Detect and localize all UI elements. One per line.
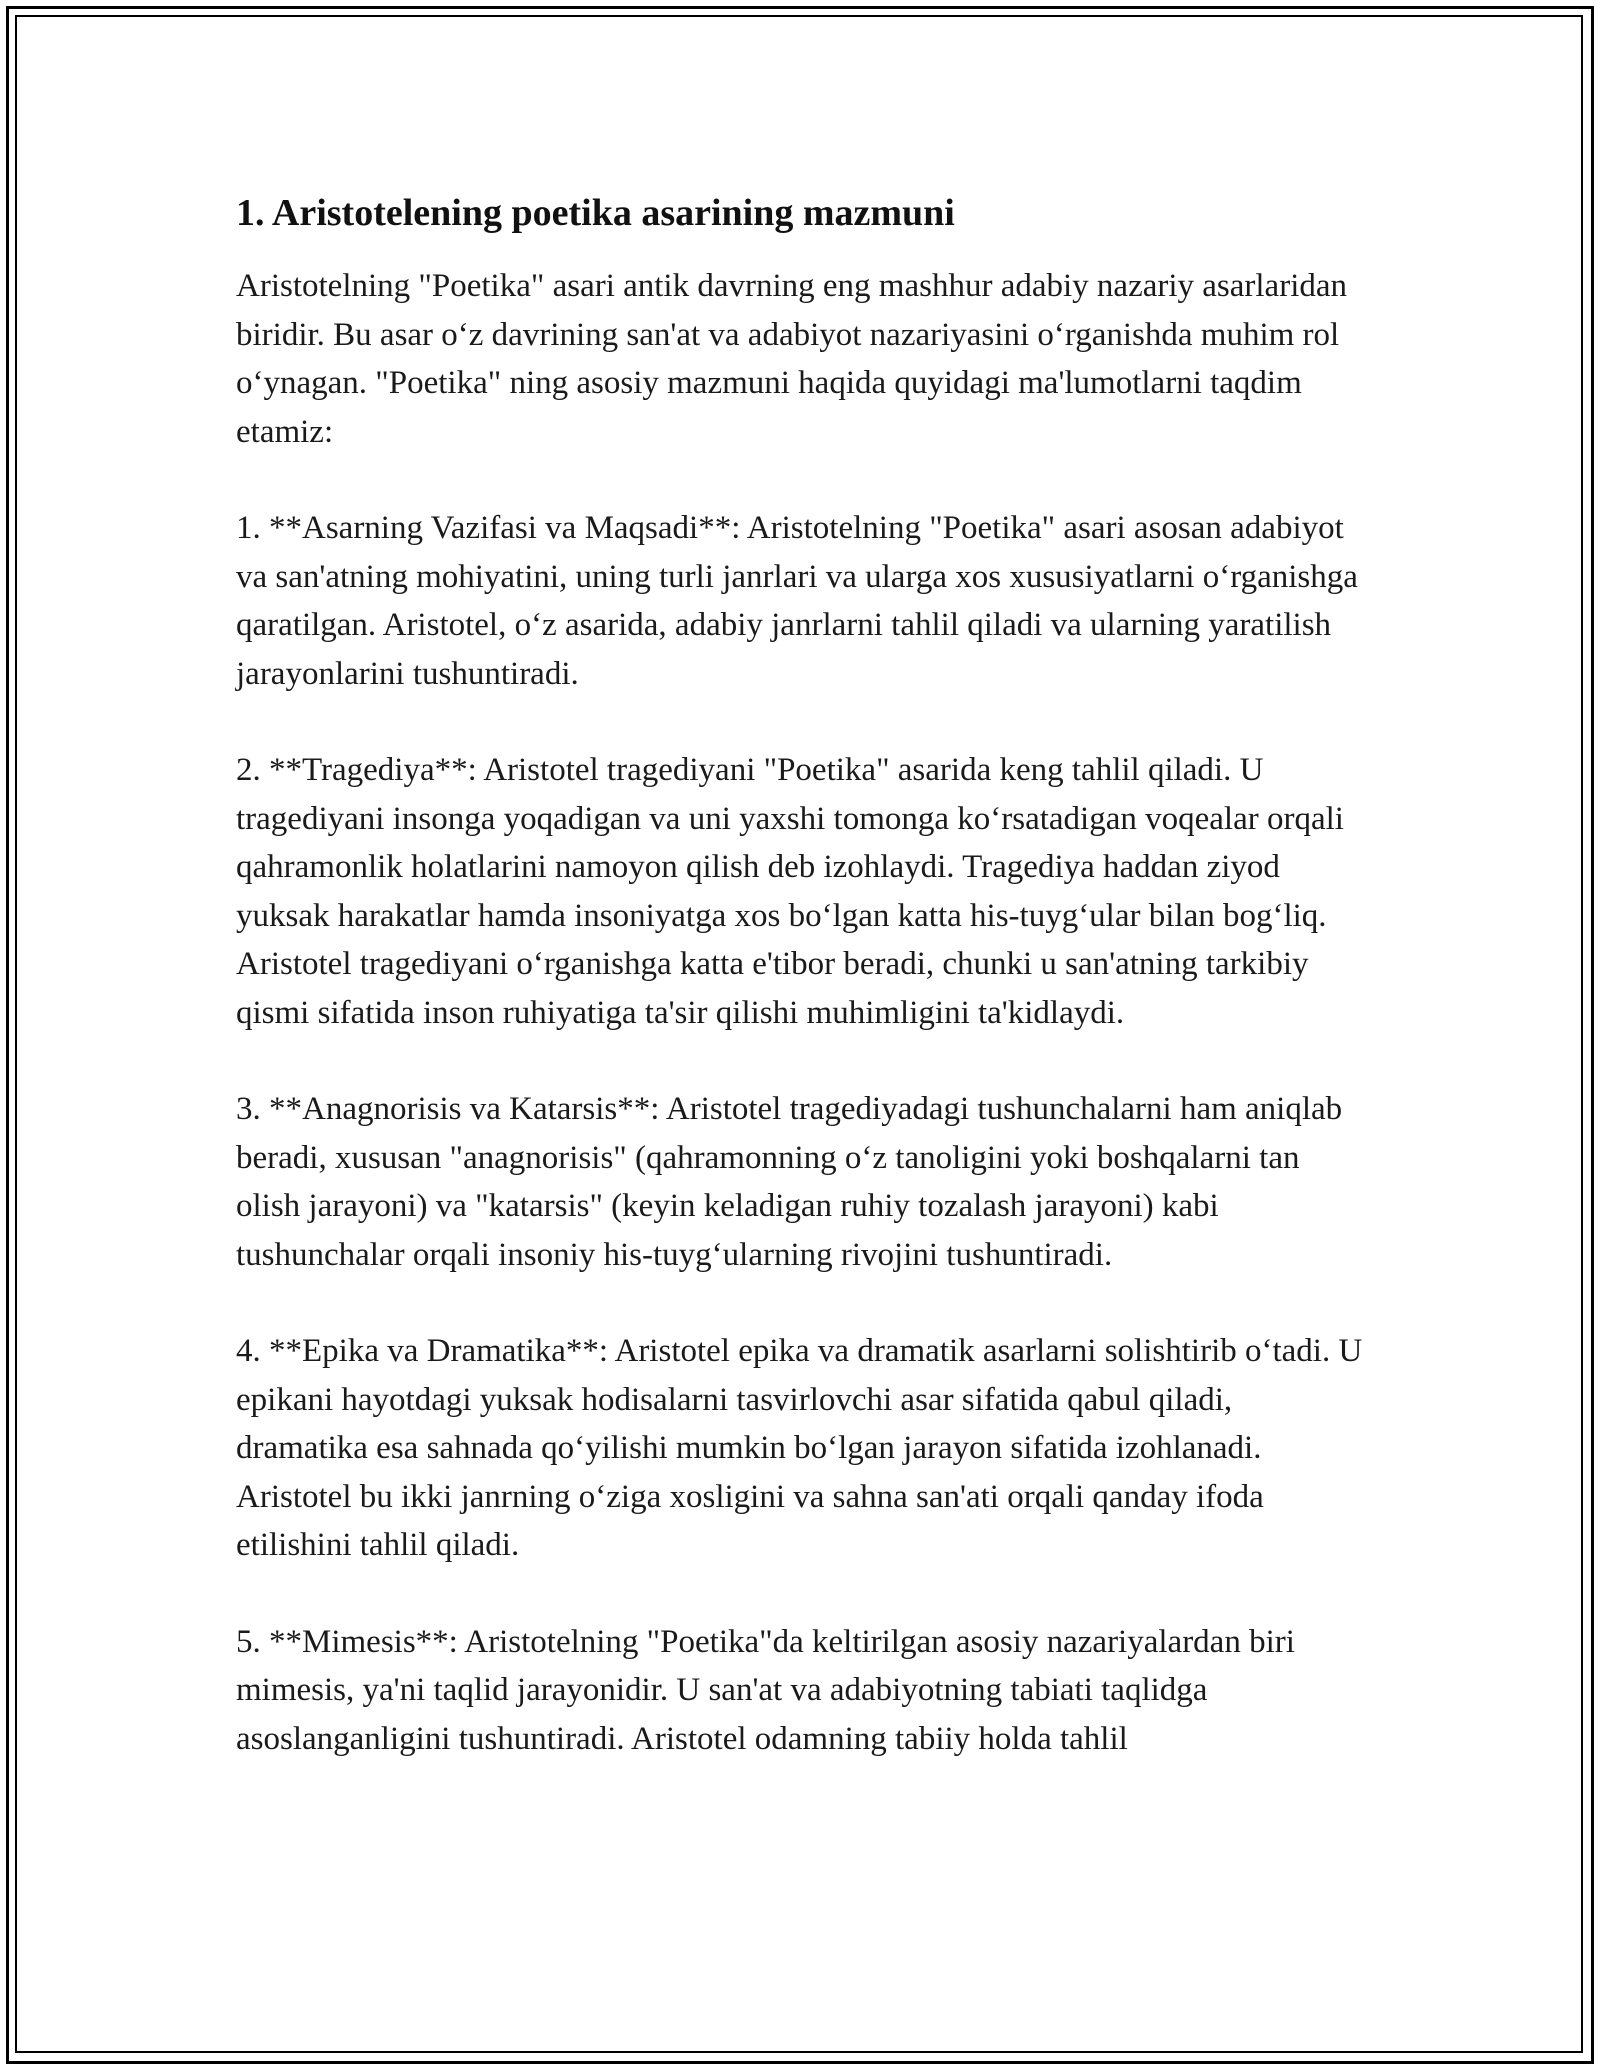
paragraph-tragediya: 2. **Tragediya**: Aristotel tragediyani "Poetika" asarida keng tahlil qiladi. U tragediyani insonga yoqadigan va uni yaxshi tomonga ko‘rsatadigan voqealar orqali qahramonlik holatlarini namoyon qilish deb izohlaydi. Tragediya haddan ziyod yuksak harakatlar hamda insoniyatga xos bo‘lgan katta his-tuyg‘ular bilan bog‘liq. Aristotel tragediyani o‘rganishga katta e'tibor beradi, chunki u san'atning tarkibiy qismi sifatida inson ruhiyatiga ta'sir qilishi muhimligini ta'kidlaydi. — [236, 752, 1344, 1031]
paragraph-epika-dramatika: 4. **Epika va Dramatika**: Aristotel epika va dramatik asarlarni solishtirib o‘tadi. U epikani hayotdagi yuksak hodisalarni tasvirlovchi asar sifatida qabul qiladi, dramatika esa sahnada qo‘yilishi mumkin bo‘lgan jarayon sifatida izohlanadi. Aristotel bu ikki janrning o‘ziga xosligini va sahna san'ati orqali qanday ifoda etilishini tahlil qiladi. — [236, 1333, 1363, 1563]
paragraph-mimesis: 5. **Mimesis**: Aristotelning "Poetika"da keltirilgan asosiy nazariyalardan biri mimesis, ya'ni taqlid jarayonidir. U san'at va adabiyotning tabiati taqlidga asoslanganligini tushuntiradi. Aristotel odamning tabiiy holda tahlil — [236, 1623, 1295, 1757]
paragraph-asarning-vazifasi: 1. **Asarning Vazifasi va Maqsadi**: Aristotelning "Poetika" asari asosan adabiyot va san'atning mohiyatini, uning turli janrlari va ularga xos xususiyatlarni o‘rganishga qaratilgan. Aristotel, o‘z asarida, adabiy janrlarni tahlil qiladi va ularning yaratilish jarayonlarini tushuntiradi. — [236, 510, 1358, 692]
intro-paragraph: Aristotelning "Poetika" asari antik davrning eng mashhur adabiy nazariy asarlaridan biridir. Bu asar o‘z davrining san'at va adabiyot nazariyasini o‘rganishda muhim rol o‘ynagan. "Poetika" ning asosiy mazmuni haqida quyidagi ma'lumotlarni taqdim etamiz: — [236, 268, 1348, 450]
paragraph-anagnorisis-katarsis: 3. **Anagnorisis va Katarsis**: Aristotel tragediyadagi tushunchalarni ham aniqlab beradi, xususan "anagnorisis" (qahramonning o‘z tanoligini yoki boshqalarni tan olish jarayoni) va "katarsis" (keyin keladigan ruhiy tozalash jarayoni) kabi tushunchalar orqali insoniy his-tuyg‘ularning rivojini tushuntiradi. — [236, 1091, 1343, 1273]
document-heading: 1. Aristotelening poetika asarining mazmuni — [236, 192, 955, 234]
document-body — [236, 186, 1366, 1763]
